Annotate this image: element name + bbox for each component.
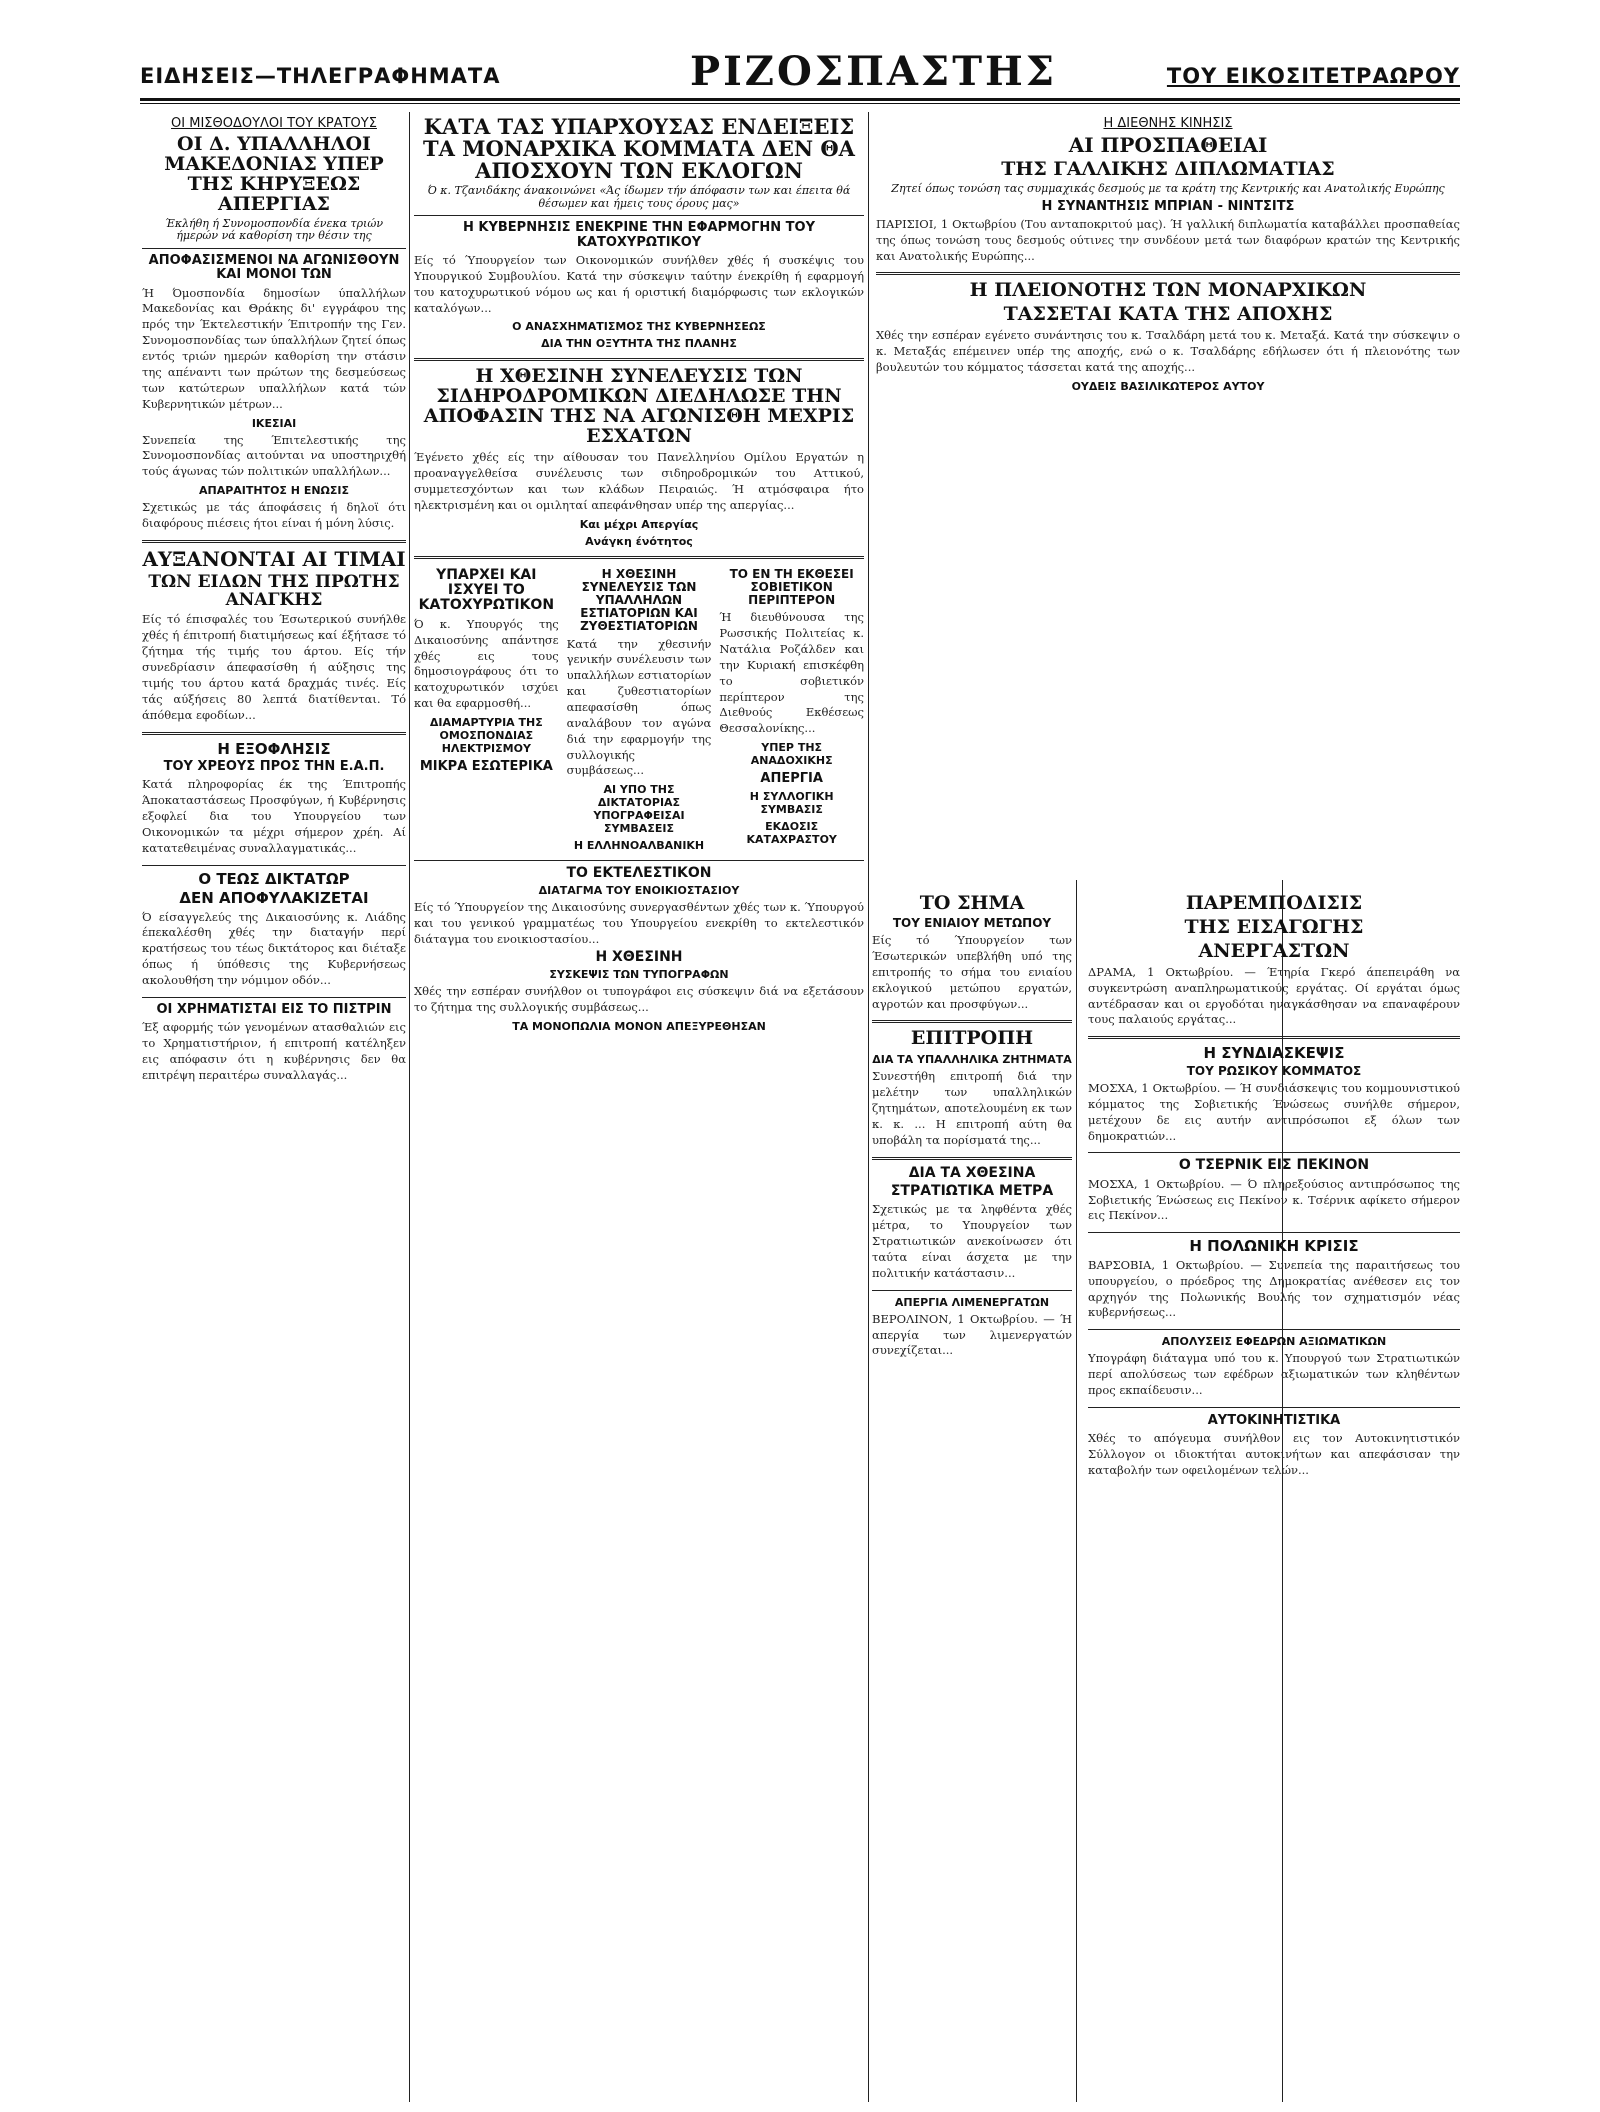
article-headline: ΤΟ ΕΚΤΕΛΕΣΤΙΚΟΝ: [566, 865, 712, 882]
article-body: Χθές την εσπέραν συνήλθον οι τυπογράφοι εις σύσκεψιν διά να εξετάσουν το ζήτημα της συλλογικής συμβάσεως...: [414, 983, 864, 1014]
article-headline: Ο ΤΕΩΣ ΔΙΚΤΑΤΩΡ: [198, 869, 350, 888]
article-body: ΠΑΡΙΣΙΟΙ, 1 Οκτωβρίου (Του ανταποκριτού μας). Ή γαλλική διπλωματία καταβάλλει προσπαθείας της όπως τονώση τους δεσμούς ούτινες την συνδέουν μετά των διαφόρων κρατών της Κεντρικής και Ανατολικής Ευρώπης...: [876, 216, 1460, 263]
article-monarchists-majority: [876, 281, 1460, 392]
section-heading: ΑΠΑΡΑΙΤΗΤΟΣ Η ΕΝΩΣΙΣ: [198, 484, 350, 498]
article-macedonia-officials: [142, 116, 406, 532]
article-body: Κατά πληροφορίας έκ της Έπιτροπής Άποκαταστάσεως Προσφύγων, ή Κυβέρνησις εξοφλεί δια του Υπουργείου των Οικονομικών τα μέχρι σήμερον χρέη. Αί κατατεθειμένας συναλλαγματικάς...: [142, 777, 406, 855]
article-body: ΒΑΡΣΟΒΙΑ, 1 Οκτωβρίου. — Συνεπεία της παραιτήσεως του υπουργείου, ο πρόεδρος της Δημοκρατίας ανέθεσεν εις τον αρχηγόν της Πολωνικής Βουλής τον σχηματισμόν νέας κυβερνήσεως...: [1088, 1257, 1460, 1320]
section-heading: Ανάγκη ένότητος: [585, 534, 693, 548]
article-headline: ΑΥΤΟΚΙΝΗΤΙΣΤΙΚΑ: [1207, 1412, 1341, 1428]
column-1: [142, 112, 406, 2102]
section-heading: Και μέχρι Απεργίας: [579, 517, 699, 531]
article-deck: Έκλήθη ή Συνομοσπονδία ένεκα τριών ήμερών νά καθορίση την θέσιν της: [164, 216, 384, 243]
masthead: [140, 48, 1460, 95]
article-russian-party: [1088, 1045, 1460, 1144]
divider: [414, 215, 864, 216]
section-heading: ΑΠΕΡΓΙΑ: [760, 771, 823, 787]
article-railway-workers: [414, 367, 864, 547]
article-body: Είς τό Ύπουργείον της Δικαιοσύνης συνεργασθέντων χθές των κ. Ύπουργού και του γενικού γραμματέως του Υπουργείου ενεκρίθη το εκτελεστικόν διάταγμα του ενοικιοστασίου...: [414, 899, 864, 946]
divider: [1088, 1152, 1460, 1153]
article-automobile: [1088, 1413, 1460, 1479]
article-deck: Ζητεί όπως τονώση τας συμμαχικάς δεσμούς με τα κράτη της Κεντρικής και Ανατολικής Ευρώπης: [891, 181, 1445, 195]
column-separator: [868, 112, 869, 2102]
article-headline: ΑΥΞΑΝΟΝΤΑΙ ΑΙ ΤΙΜΑΙ: [142, 546, 406, 571]
masthead-left-label: ΕΙΔΗΣΕΙΣ—ΤΗΛΕΓΡΑΦΗΜΑΤΑ: [140, 64, 501, 88]
article-headline: Η ΧΘΕΣΙΝΗ ΣΥΝΕΛΕΥΣΙΣ ΤΩΝ ΥΠΑΛΛΗΛΩΝ ΕΣΤΙΑΤΟΡΙΩΝ ΚΑΙ ΖΥΘΕΣΤΙΑΤΟΡΙΩΝ: [580, 566, 698, 634]
article-body: Υπογράφη διάταγμα υπό του κ. Υπουργού των Στρατιωτικών περί απολύσεως των εφέδρων αξιωματικών των κληθέντων προς εκπαίδευσιν...: [1088, 1351, 1460, 1397]
divider: [142, 732, 406, 735]
newspaper-title: ΡΙΖΟΣΠΑΣΤΗΣ: [690, 48, 1058, 95]
article-headline: ΔΙΑ ΤΑ ΧΘΕΣΙΝΑ: [908, 1164, 1036, 1181]
article-subhead: Η ΚΥΒΕΡΝΗΣΙΣ ΕΝΕΚΡΙΝΕ ΤΗΝ ΕΦΑΡΜΟΓΗΝ ΤΟΥ ΚΑΤΟΧΥΡΩΤΙΚΟΥ: [462, 220, 816, 250]
article-headline-line2: ΤΟΥ ΡΩΣΙΚΟΥ ΚΟΜΜΑΤΟΣ: [1186, 1063, 1362, 1078]
article-headline: ΚΑΤΑ ΤΑΣ ΥΠΑΡΧΟΥΣΑΣ ΕΝΔΕΙΞΕΙΣ ΤΑ ΜΟΝΑΡΧΙΚΑ ΚΟΜΜΑΤΑ ΔΕΝ ΘΑ ΑΠΟΣΧΟΥΝ ΤΩΝ ΕΚΛΟΓΩΝ: [423, 114, 855, 184]
section-heading: ΑΠΕΡΓΙΑ ΛΙΜΕΝΕΡΓΑΤΩΝ: [894, 1295, 1050, 1309]
divider: [872, 1020, 1072, 1023]
article-headline: ΑΠΟΛΥΣΕΙΣ ΕΦΕΔΡΩΝ ΑΞΙΩΜΑΤΙΚΩΝ: [1161, 1335, 1387, 1349]
article-body: Συνεστήθη επιτροπή διά την μελέτην των υπαλληλικών ζητημάτων, αποτελουμένη εκ των κ. κ. ... Η επιτροπή αύτη θα υποβάλη τα πορίσματά της...: [872, 1069, 1072, 1147]
article-headline: ΤΟ ΣΗΜΑ: [919, 892, 1025, 914]
article-body: Κατά την χθεσινήν γενικήν συνέλευσιν των υπαλλήλων εστιατορίων και ζυθεστιατορίων απεφασίσθη όπως αναλάβουν τον αγώνα διά την εφαρμογήν της συλλογικής συμβάσεως...: [566, 636, 712, 778]
article-french-diplomacy: [876, 116, 1460, 264]
article-body: ΜΟΣΧΑ, 1 Οκτωβρίου. — Ή συνδιάσκεψις του κομμουνιστικού κόμματος της Σοβιετικής Ένώσεως συνήλθε σήμερον, μετέχουν δε εις αυτήν αντιπρόσωποι εξ όλων των δημοκρατιών...: [1088, 1080, 1460, 1143]
divider: [872, 1157, 1072, 1160]
column-4: [1088, 890, 1460, 2102]
article-headline-line2: ΤΟΥ ΕΝΙΑΙΟΥ ΜΕΤΩΠΟΥ: [892, 915, 1052, 930]
section-heading: Η ΕΛΛΗΝΟΑΛΒΑΝΙΚΗ: [573, 839, 705, 853]
article-headline-line2: ΤΩΝ ΕΙΔΩΝ ΤΗΣ ΠΡΩΤΗΣ ΑΝΑΓΚΗΣ: [148, 571, 400, 610]
article-headline-line2: ΤΑΣΣΕΤΑΙ ΚΑΤΑ ΤΗΣ ΑΠΟΧΗΣ: [1003, 303, 1333, 326]
article-monarchist-parties: [414, 116, 864, 350]
article-headline-line2: ΤΗΣ ΓΑΛΛΙΚΗΣ ΔΙΠΛΩΜΑΤΙΑΣ: [1001, 158, 1335, 180]
article-soviet-pavilion: [719, 565, 864, 856]
section-heading: ΜΙΚΡΑ ΕΣΩΤΕΡΙΚΑ: [419, 758, 553, 774]
column-3-top: [876, 112, 1460, 872]
article-body: Ό κ. Υπουργός της Δικαιοσύνης απάντησε χθές εις τους δημοσιογράφους ότι το κατοχυρωτικόν ισχύει και θα εφαρμοσθή...: [414, 616, 559, 711]
article-subhead: ΔΙΑ ΤΑ ΥΠΑΛΛΗΛΙΚΑ ΖΗΤΗΜΑΤΑ: [872, 1053, 1072, 1067]
article-rent-decree: [414, 866, 864, 1032]
article-body: Χθές την εσπέραν εγένετο συνάντησις του κ. Τσαλδάρη μετά του κ. Μεταξά. Κατά την σύσκεψιν ο κ. Μεταξάς επέμεινεν υπέρ της αποχής, ενώ ο κ. Τσαλδάρης εδήλωσεν ότι ή πλειονότης των βουλευτών του κόμματος τάσσεται κατά της αποχής...: [876, 328, 1460, 375]
article-body: Ή Όμοσπονδία δημοσίων ύπαλλήλων Μακεδονίας και Θράκης δι' εγγράφου της πρός την Έκτελεστικήν Έπιτροπήν της Γεν. Συνομοσπονδίας των ύπαλλήλων ζητεί όπως εντός τριών ημερών καθορίση την στάσιν της απέναντι των πρώτων της δεσμεύσεως των κατώτερων υπαλλήλων κατά τών Κυβερνητικών μέτρων...: [142, 285, 406, 411]
article-headline: Ο ΤΣΕΡΝΙΚ ΕΙΣ ΠΕΚΙΝΟΝ: [1178, 1157, 1370, 1174]
article-body: Σχετικώς με τα ληφθέντα χθές μέτρα, το Υπουργείον των Στρατιωτικών ανεκοίνωσεν ότι ταύτα είναι άσχετα με την πολιτικήν κατάστασιν...: [872, 1202, 1072, 1280]
article-headline-line2: ΔΙΑΤΑΓΜΑ ΤΟΥ ΕΝΟΙΚΙΟΣΤΑΣΙΟΥ: [538, 883, 740, 897]
divider: [1088, 1232, 1460, 1233]
section-heading: ΕΚΔΟΣΙΣ ΚΑΤΑΧΡΑΣΤΟΥ: [746, 820, 837, 847]
article-debt-payment: [142, 741, 406, 857]
article-headline-line2: ΤΟΥ ΧΡΕΟΥΣ ΠΡΟΣ ΤΗΝ Ε.Α.Π.: [163, 759, 385, 774]
section-heading: ΥΠΕΡ ΤΗΣ ΑΝΑΔΟΧΙΚΗΣ: [750, 741, 833, 768]
divider: [872, 1290, 1072, 1291]
section-heading: Η ΣΥΛΛΟΓΙΚΗ ΣΥΜΒΑΣΙΣ: [749, 790, 834, 817]
article-body: ΒΕΡΟΛΙΝΟΝ, 1 Οκτωβρίου. — Ή απεργία των λιμενεργατών συνεχίζεται...: [872, 1311, 1072, 1358]
article-headline: Η ΣΥΝΔΙΑΣΚΕΨΙΣ: [1203, 1044, 1345, 1063]
article-headline: Η ΧΘΕΣΙΝΗ: [595, 949, 683, 966]
article-body: Σχετικώς με τάς άποφάσεις ή δηλοϊ ότι διαφόρους πιέσεις ήτοι είναι ή μόνη λύσις.: [142, 500, 406, 530]
article-reserve-officers: [1088, 1335, 1460, 1399]
lower-news-grid: [414, 565, 864, 856]
section-heading: ΤΑ ΜΟΝΟΠΩΛΙΑ ΜΟΝΟΝ ΑΠΕΞΥΡΕΘΗΣΑΝ: [512, 1019, 766, 1033]
article-prices-rise: [142, 546, 406, 724]
article-dockworkers-strike: [872, 1296, 1072, 1360]
divider: [142, 540, 406, 543]
divider: [414, 860, 864, 861]
column-separator: [1076, 880, 1077, 2102]
section-heading: ΙΚΕΣΙΑΙ: [251, 416, 297, 430]
article-consolidation-law: [414, 565, 559, 856]
article-dictator: [142, 871, 406, 989]
article-headline: ΑΙ ΠΡΟΣΠΑΘΕΙΑΙ: [1068, 133, 1268, 157]
column-separator: [409, 112, 410, 2102]
article-united-front: [872, 894, 1072, 1012]
article-body: Ό είσαγγελεύς της Δικαιοσύνης κ. Λιάδης έπεκαλέσθη χθές την διαταγήν περί κρατήσεως του τέως δικτάτορος και διέταξε όπως ή ύπόθεσις της Κυβερνήσεως ακολουθήση την νόμιμον οδόν...: [142, 909, 406, 988]
divider: [414, 556, 864, 559]
section-heading: ΔΙΑ ΤΗΝ ΟΞΥΤΗΤΑ ΤΗΣ ΠΛΑΝΗΣ: [541, 337, 737, 351]
column-2: [414, 112, 864, 2102]
article-unemployed-import: [1088, 894, 1460, 1028]
article-body: Είς τό Ύπουργείον των Οικονομικών συνήλθεν χθές ή συσκέψις του Υπουργικού Συμβουλίου. Κατά την σύσκεψιν ταύτην ένεκρίθη ή εφαρμογή του κατοχυρωτικού νόμου ως και ή οριστική διαμόρφωσις των εκλογικών καταλόγων...: [414, 253, 864, 315]
divider: [142, 997, 406, 998]
article-restaurant-workers: [567, 565, 712, 856]
article-body: Χθές το απόγευμα συνήλθον εις τον Αυτοκινητιστικόν Σύλλογον οι ιδιοκτήται αυτοκινήτων και απεφάσισαν την καταβολήν των οφειλομένων τελών...: [1088, 1430, 1460, 1477]
article-military-measures: [872, 1166, 1072, 1282]
article-headline-line3: ΑΝΕΡΓΑΣΤΩΝ: [1198, 939, 1350, 962]
article-subhead: Η ΣΥΝΑΝΤΗΣΙΣ ΜΠΡΙΑΝ - ΝΙΝΤΣΙΤΣ: [1041, 198, 1295, 214]
article-headline-line2: ΔΕΝ ΑΠΟΦΥΛΑΚΙΖΕΤΑΙ: [179, 889, 369, 908]
article-body: Έγένετο χθές είς την αίθουσαν του Πανελληνίου Ομίλου Εργατών η προαναγγελθείσα συνέλευσις των σιδηροδρομικών του Αττικού, συμμετεσχόντων και των κλάδων Πειραιώς. Ή ατμόσφαιρα ήτο ηλεκτρισμένη και οι ομιληταί απεφάνθησαν υπέρ της απεργίας...: [414, 450, 864, 512]
section-heading: Ο ΑΝΑΣΧΗΜΑΤΙΣΜΟΣ ΤΗΣ ΚΥΒΕΡΝΗΣΕΩΣ: [512, 320, 766, 334]
article-headline: ΟΙ ΧΡΗΜΑΤΙΣΤΑΙ ΕΙΣ ΤΟ ΠΙΣΤΡΙΝ: [156, 1001, 392, 1017]
article-headline: ΥΠΑΡΧΕΙ ΚΑΙ ΙΣΧΥΕΙ ΤΟ ΚΑΤΟΧΥΡΩΤΙΚΟΝ: [418, 566, 555, 614]
article-chernik-peking: [1088, 1158, 1460, 1224]
article-headline: Η ΠΛΕΙΟΝΟΤΗΣ ΤΩΝ ΜΟΝΑΡΧΙΚΩΝ: [969, 279, 1367, 302]
section-heading: ΑΙ ΥΠΟ ΤΗΣ ΔΙΚΤΑΤΟΡΙΑΣ ΥΠΟΓΡΑΦΕΙΣΑΙ ΣΥΜΒΑΣΕΙΣ: [593, 783, 685, 836]
article-body: Είς τό έπισφαλές του Έσωτερικού συνήλθε χθές ή έπιτροπή διατιμήσεως καί έξήτασε τό ζήτημα τής τιμής του άρτου. Είς τήν συνεδρίασιν άπεφασίσθη ή αύξησις της τιμής του άρτου κατά δραχμάς τινές. Είς τάς αύξήσεις 80 λεπτά διατίθενται. Τό άπόθεμα εφοδίων...: [142, 612, 406, 722]
article-headline: Η ΕΞΟΦΛΗΣΙΣ: [217, 739, 331, 758]
article-headline: ΤΟ ΕΝ ΤΗ ΕΚΘΕΣΕΙ ΣΟΒΙΕΤΙΚΟΝ ΠΕΡΙΠΤΕΡΟΝ: [729, 566, 854, 608]
article-body: Έξ αφορμής τών γενομένων ατασθαλιών εις το Χρηματιστήριον, ή επιτροπή κατέληξεν εις απόφασιν ότι η κυβέρνησις δεν θα επιτρέψη περαιτέρω συναλλαγάς...: [142, 1020, 406, 1082]
article-headline: ΠΑΡΕΜΠΟΔΙΣΙΣ: [1185, 892, 1363, 914]
article-headline: Η ΧΘΕΣΙΝΗ ΣΥΝΕΛΕΥΣΙΣ ΤΩΝ ΣΙΔΗΡΟΔΡΟΜΙΚΩΝ ΔΙΕΔΗΛΩΣΕ ΤΗΝ ΑΠΟΦΑΣΙΝ ΤΗΣ ΝΑ ΑΓΩΝΙΣΘΗ ΜΕΧΡΙΣ ΕΣΧΑΤΩΝ: [423, 365, 855, 448]
divider: [1088, 1036, 1460, 1039]
divider: [414, 358, 864, 361]
article-brokers: [142, 1003, 406, 1084]
article-body: ΜΟΣΧΑ, 1 Οκτωβρίου. — Ό πληρεξούσιος αντιπρόσωπος της Σοβιετικής Ένώσεως εις Πεκίνον κ. Τσέρνικ αφίκετο σήμερον εις Πεκίνον...: [1088, 1176, 1460, 1223]
article-body: Είς τό Ύπουργείον των Έσωτερικών υπεβλήθη υπό της επιτροπής το σήμα του ενιαίου εκλογικού μετώπου εργατών, αγροτών και προσφύγων...: [872, 933, 1072, 1011]
article-headline-line2: ΣΥΣΚΕΨΙΣ ΤΩΝ ΤΥΠΟΓΡΑΦΩΝ: [549, 967, 729, 981]
article-headline-line2: ΣΤΡΑΤΙΩΤΙΚΑ ΜΕΤΡΑ: [890, 1183, 1054, 1200]
divider: [142, 248, 406, 249]
masthead-right-label: ΤΟΥ ΕΙΚΟΣΙΤΕΤΡΑΩΡΟΥ: [1166, 64, 1460, 88]
article-headline: Η ΠΟΛΩΝΙΚΗ ΚΡΙΣΙΣ: [1189, 1237, 1359, 1256]
article-body: Συνεπεία της Έπιτελεστικής της Συνομοσπονδίας αιτούνται να υποστηριχθή τούς άγωνας τών πολιτικών υπαλλήλων...: [142, 432, 406, 479]
divider: [142, 865, 406, 866]
article-deck: Ό κ. Τζανιδάκης άνακοινώνει «Άς ίδωμεν τήν άπόφασιν των και έπειτα θά θέσωμεν και ήμεις τους όρους μας»: [427, 184, 851, 210]
article-headline: ΕΠΙΤΡΟΠΗ: [910, 1027, 1034, 1050]
article-body: Ή διευθύνουσα της Ρωσσικής Πολιτείας κ. Νατάλια Ροζάλδεν και την Κυριακή επισκέφθη το σοβιετικόν περίπτερον της Διεθνούς Εκθέσεως Θεσσαλονίκης...: [719, 610, 864, 736]
article-headline: ΟΙ Δ. ΥΠΑΛΛΗΛΟΙ ΜΑΚΕΔΟΝΙΑΣ ΥΠΕΡ ΤΗΣ ΚΗΡΥΞΕΩΣ ΑΠΕΡΓΙΑΣ: [164, 133, 384, 215]
masthead-rule-thin: [140, 103, 1460, 104]
article-committee: [872, 1029, 1072, 1148]
masthead-rule: [140, 98, 1460, 101]
article-headline-line2: ΤΗΣ ΕΙΣΑΓΩΓΗΣ: [1184, 915, 1364, 938]
column-3: [872, 890, 1072, 2102]
divider: [876, 272, 1460, 275]
article-kicker: ΟΙ ΜΙΣΘΟΔΟΥΛΟΙ ΤΟΥ ΚΡΑΤΟΥΣ: [171, 116, 377, 131]
section-heading: ΔΙΑΜΑΡΤΥΡΙΑ ΤΗΣ ΟΜΟΣΠΟΝΔΙΑΣ ΗΛΕΚΤΡΙΣΜΟΥ: [429, 715, 543, 755]
article-polish-crisis: [1088, 1238, 1460, 1321]
article-kicker: Η ΔΙΕΘΝΗΣ ΚΙΝΗΣΙΣ: [1103, 116, 1233, 131]
section-heading: ΟΥΔΕΙΣ ΒΑΣΙΛΙΚΩΤΕΡΟΣ ΑΥΤΟΥ: [1071, 379, 1265, 393]
divider: [1088, 1407, 1460, 1408]
article-subhead: ΑΠΟΦΑΣΙΣΜΕΝΟΙ ΝΑ ΑΓΩΝΙΣΘΟΥΝ ΚΑΙ ΜΟΝΟΙ ΤΩΝ: [148, 253, 400, 283]
article-body: ΔΡΑΜΑ, 1 Οκτωβρίου. — Έτηρία Γκερό άπεπειράθη να συγκεντρώση αναπληρωματικούς εργάτας. Οί εργάται όμως αντέδρασαν και οι εργοδόται ηναγκάσθησαν να επαναφέρουν τους παλαιούς εργάτας...: [1088, 964, 1460, 1027]
divider: [1088, 1329, 1460, 1330]
